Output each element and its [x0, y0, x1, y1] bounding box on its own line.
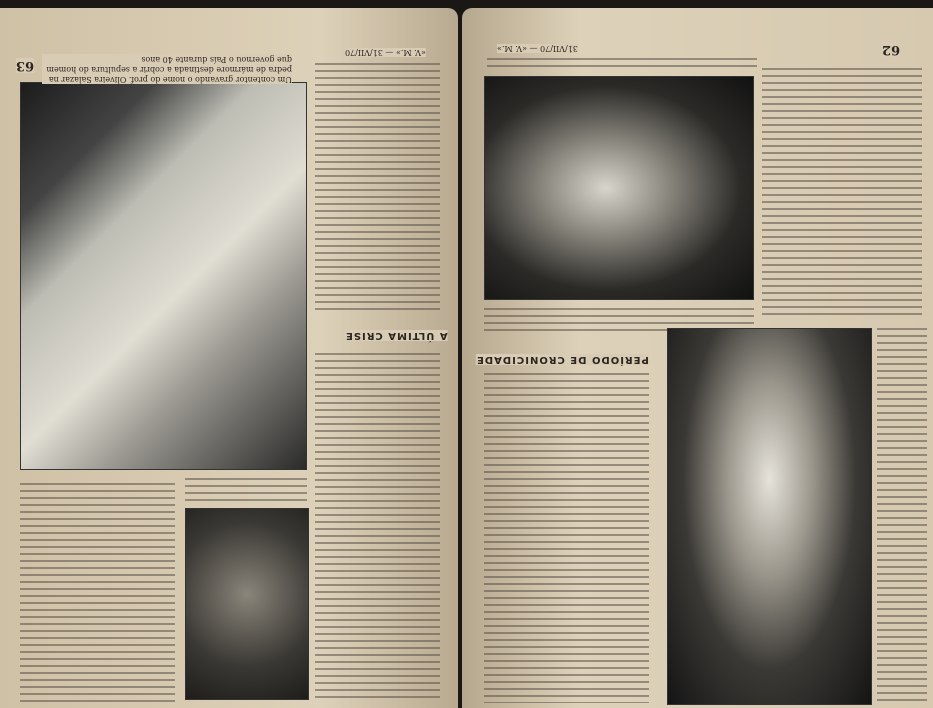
running-head: «V. M.» — 31/VII/70	[345, 48, 426, 57]
hospital-photo	[484, 76, 754, 300]
gravestone-photo	[20, 82, 307, 470]
text-column	[315, 63, 440, 313]
text-column	[877, 328, 927, 703]
portrait-photo	[185, 508, 309, 700]
text-column	[315, 353, 440, 698]
text-column	[487, 58, 757, 72]
text-column	[20, 483, 175, 703]
page-number: 63	[16, 58, 35, 73]
photo-caption: Um contentor gravando o nome do prof. Oliveira Salazar na pedra de mármore destinada a cobrir a sepultura do homem que governou o País durante 40 anos	[42, 54, 292, 84]
page-number: 62	[882, 42, 901, 57]
right-page	[462, 8, 933, 708]
running-head: 31/VII/70 — «V. M.»	[497, 44, 578, 53]
text-column	[484, 373, 649, 703]
section-heading: PERÍODO DE CRONICIDADE	[476, 354, 649, 365]
group-photo	[667, 328, 872, 705]
section-heading: A ÚLTIMA CRISE	[345, 330, 448, 341]
left-page	[0, 8, 458, 708]
text-column	[762, 68, 922, 318]
text-column	[185, 478, 307, 503]
